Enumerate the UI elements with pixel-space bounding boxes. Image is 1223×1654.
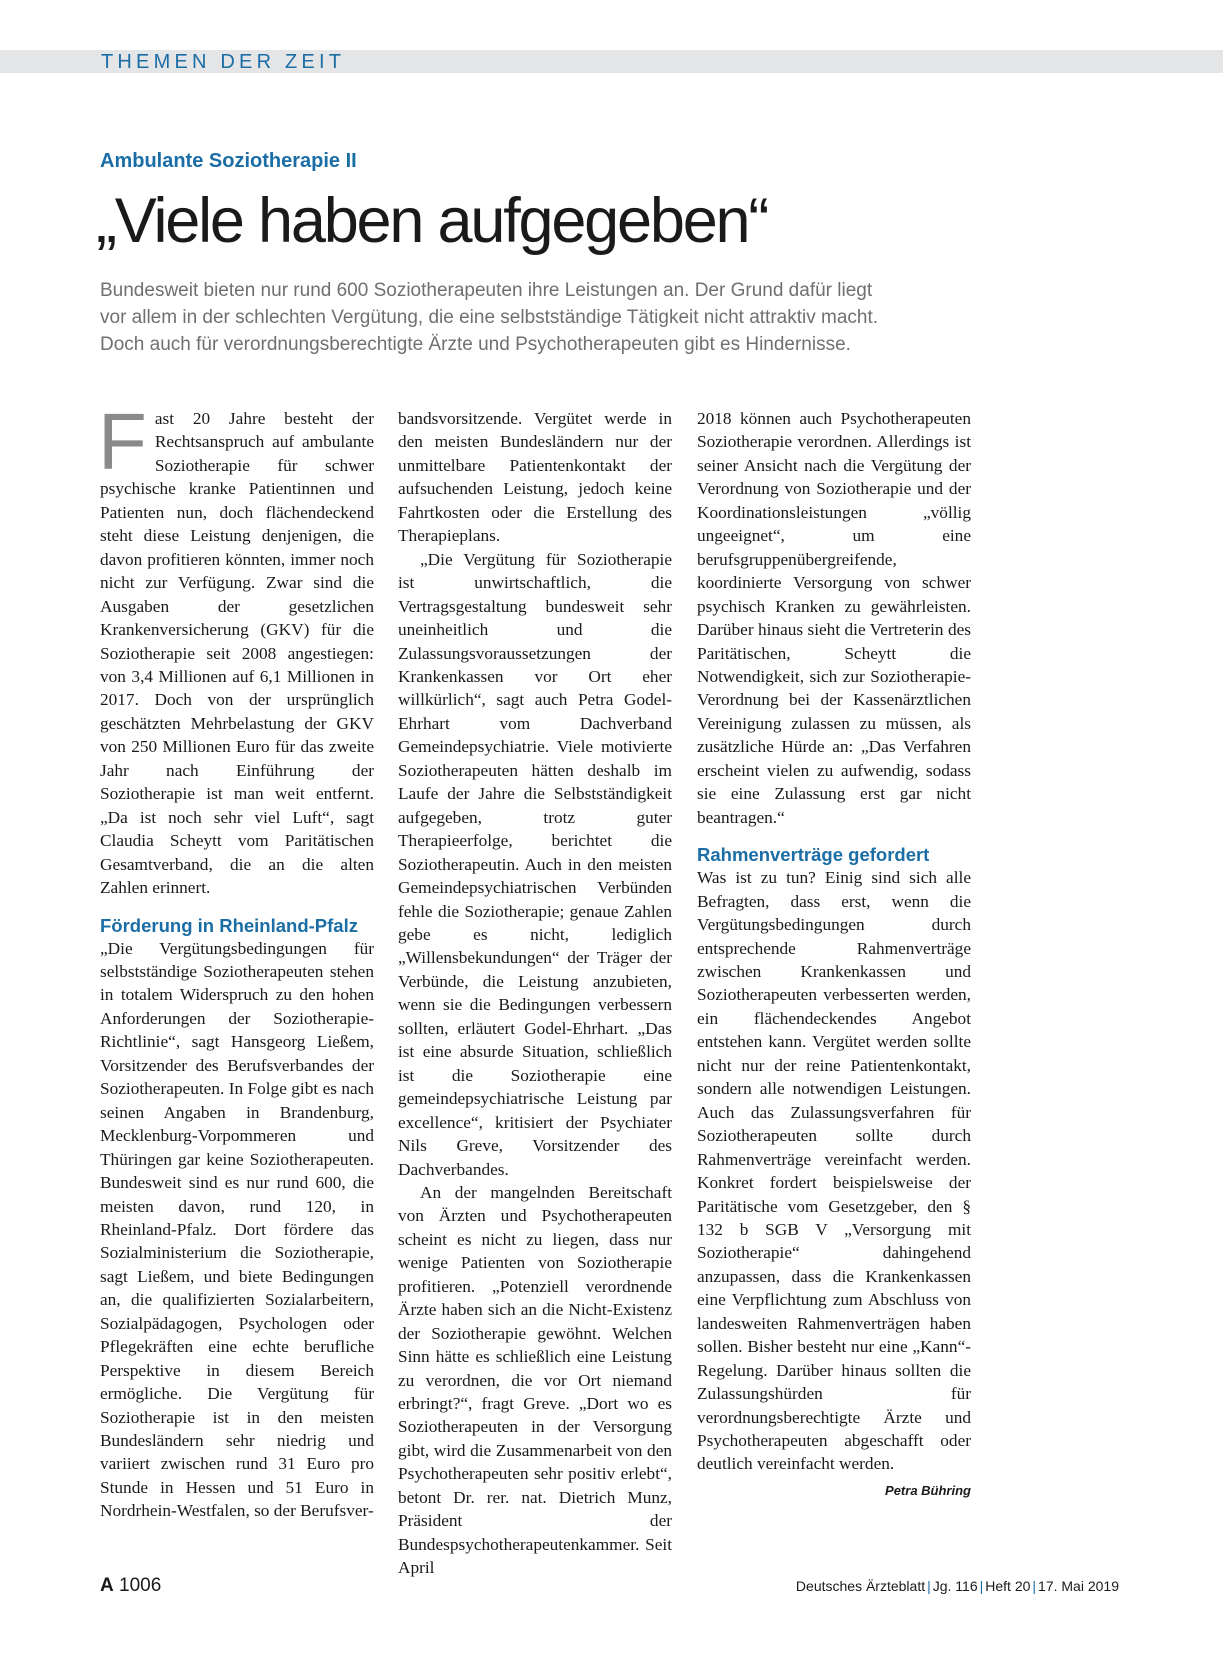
article-lead <box>100 277 930 358</box>
paragraph <box>697 866 971 1498</box>
article-headline: „Viele haben aufgegeben“ <box>96 186 768 256</box>
lead-line: Bundesweit bieten nur rund 600 Soziotherapeuten ihre Leistungen an. Der Grund dafür liegt <box>100 280 873 301</box>
paragraph: „Die Vergütungsbedingungen für selbstständige Soziotherapeuten stehen in totalem Widerspruch zu den hohen Anforderungen der Soziotherapie-Richtlinie“, sagt Hansgeorg Ließem, Vorsitzender des Berufsverbandes der Soziotherapeuten. In Folge gibt es nach seinen Angaben in Brandenburg, Mecklenburg-Vorpommeren und Thüringen gar keine Soziotherapeuten. Bundesweit sind es nur rund 600, die meisten davon, rund 120, in Rheinland-Pfalz. Dort fördere das Sozialministerium die Soziotherapie, sagt Ließem, und biete Bedingungen an, die qualifizierten Sozialarbeitern, Sozialpädagogen, Psychologen oder Pflegekräften eine echte berufliche Perspektive in diesem Bereich ermögliche. Die Vergütung für Soziotherapie ist in den meisten Bundesländern sehr niedrig und variiert zwischen rund 31 Euro pro Stunde in Hessen und 51 Euro in Nordrhein-Westfalen, so der Berufsver- <box>100 938 374 1521</box>
paragraph: „Die Vergütung für Soziotherapie ist unwirtschaftlich, die Vertragsgestaltung bundesweit sehr uneinheitlich und die Zulassungsvoraussetzungen der Krankenkassen vor Ort eher willkürlich“, sagt auch Petra Godel-Ehrhart vom Dachverband Gemeindepsychiatrie. Viele motivierte Soziotherapeuten hätten deshalb im Laufe der Jahre die Selbstständigkeit aufgegeben, trotz guter Therapieerfolge, berichtet die Soziotherapeutin. Auch in den meisten Gemeindepsychiatrischen Verbünden fehle die Soziotherapie; genaue Zahlen gebe es nicht, lediglich „Willensbekundungen“ der Träger der Verbünde, die Leistung anzubieten, wenn sie die Bedingungen verbessern sollten, erläutert Godel-Ehrhart. „Das ist eine absurde Situation, schließlich ist die Soziotherapie eine gemeindepsychiatrische Leistung par excellence“, kritisiert der Psychiater Nils Greve, Vorsitzender des Dachverbandes. <box>398 549 672 1179</box>
journal-footer <box>796 1578 1119 1594</box>
page-prefix: A <box>100 1575 114 1596</box>
paragraph: An der mangelnden Bereitschaft von Ärzten und Psychotherapeuten scheint es nicht zu liegen, dass nur wenige Patienten von Soziotherapie profitieren. „Potenziell verordnende Ärzte haben sich an die Nicht-Existenz der Soziotherapie gewöhnt. Welchen Sinn hätte es schließlich eine Leistung zu verordnen, die vor Ort niemand erbringt?“, fragt Greve. „Dort wo es Soziotherapeuten in der Versorgung gibt, wird die Zusammenarbeit von den Psychotherapeuten sehr positiv erlebt“, betont Dr. rer. nat. Dietrich Munz, Präsident der Bundespsychotherapeutenkammer. Seit April <box>398 1182 672 1578</box>
subheading: Förderung in Rheinland-Pfalz <box>100 914 358 936</box>
section-label: THEMEN DER ZEIT <box>101 51 346 73</box>
separator: | <box>1032 1578 1037 1594</box>
separator: | <box>979 1578 984 1594</box>
paragraph: bandsvorsitzende. Vergütet werde in den meisten Bundesländern nur der unmittelbare Patientenkontakt der aufsuchenden Leistung, jedoch keine Fahrtkosten oder die Erstellung des Therapieplans. <box>398 409 672 546</box>
paragraph: ast 20 Jahre besteht der Rechtsanspruch auf ambulante Soziotherapie für schwer psychische kranke Patientinnen und Patienten nun, doch flächendeckend steht diese Leistung denjenigen, die davon profitieren könnten, immer noch nicht zur Verfügung. Zwar sind die Ausgaben der gesetzlichen Krankenversicherung (GKV) für die Soziotherapie seit 2008 angestiegen: von 3,4 Millionen auf 6,1 Millionen in 2017. Doch von der ursprünglich geschätzten Mehrbelastung der GKV von 250 Millionen Euro für das zweite Jahr nach Einführung der Soziotherapie ist man weit entfernt. „Da ist noch sehr viel Luft“, sagt Claudia Scheytt vom Paritätischen Gesamtverband, die an die alten Zahlen erinnert. <box>100 409 374 898</box>
journal-volume: Jg. 116 <box>932 1578 978 1594</box>
article-column-3 <box>697 407 971 1502</box>
dropcap: F <box>98 397 147 486</box>
journal-name: Deutsches Ärzteblatt <box>795 1578 926 1594</box>
paragraph: 2018 können auch Psychotherapeuten Soziotherapie verordnen. Allerdings ist seiner Ansicht nach die Vergütung der Verordnung von Soziotherapie und der Koordinationsleistungen „völlig ungeeignet“, um eine berufsgruppenübergreifende, koordinierte Versorgung von schwer psychisch Kranken zu gewährleisten. Darüber hinaus sieht die Vertreterin des Paritätischen, Scheytt die Notwendigkeit, sich zur Soziotherapie-Verordnung bei der Kassenärztlichen Vereinigung zulassen zu müssen, als zusätzliche Hürde an: „Das Verfahren erscheint vielen zu aufwendig, sodass sie eine Zulassung erst gar nicht beantragen.“ <box>697 409 971 827</box>
lead-line: Doch auch für verordnungsberechtigte Ärzte und Psychotherapeuten gibt es Hindernisse. <box>100 334 851 355</box>
page-number-value: 1006 <box>119 1575 162 1596</box>
separator: | <box>927 1578 931 1594</box>
lead-line: vor allem in der schlechten Vergütung, die eine selbstständige Tätigkeit nicht attraktiv macht. <box>100 307 879 328</box>
article-column-1 <box>98 397 374 1523</box>
article-column-2 <box>398 407 672 1580</box>
journal-date: 17. Mai 2019 <box>1038 1578 1119 1594</box>
page-number <box>100 1575 161 1597</box>
article-kicker: Ambulante Soziotherapie II <box>100 150 357 172</box>
author-byline: Petra Bühring <box>885 1482 971 1498</box>
paragraph-text: Was ist zu tun? Einig sind sich alle Befragten, dass erst, wenn die Vergütungsbedingungen durch entsprechende Rahmenverträge zwischen Krankenkassen und Soziotherapeuten verbesserten werden, ein flächendeckendes Angebot entstehen kann. Vergütet werden sollte nicht nur der reine Patientenkontakt, sondern alle notwendigen Leistungen. Auch das Zulassungsverfahren für Soziotherapeuten sollte durch Rahmenverträge vereinfacht werden. Konkret fordert beispielsweise der Paritätische vom Gesetzgeber, den § 132 b SGB V „Versorgung mit Soziotherapie“ dahingehend anzupassen, dass die Krankenkassen eine Verpflichtung zum Abschluss von landesweiten Rahmenverträgen haben sollen. Bisher besteht nur eine „Kann“-Regelung. Darüber hinaus sollten die Zulassungshürden für verordnungsberechtigte Ärzte und Psychotherapeuten abgeschafft oder deutlich vereinfacht werden. <box>697 868 971 1474</box>
subheading: Rahmenverträge gefordert <box>697 844 930 866</box>
journal-issue: Heft 20 <box>985 1578 1031 1594</box>
